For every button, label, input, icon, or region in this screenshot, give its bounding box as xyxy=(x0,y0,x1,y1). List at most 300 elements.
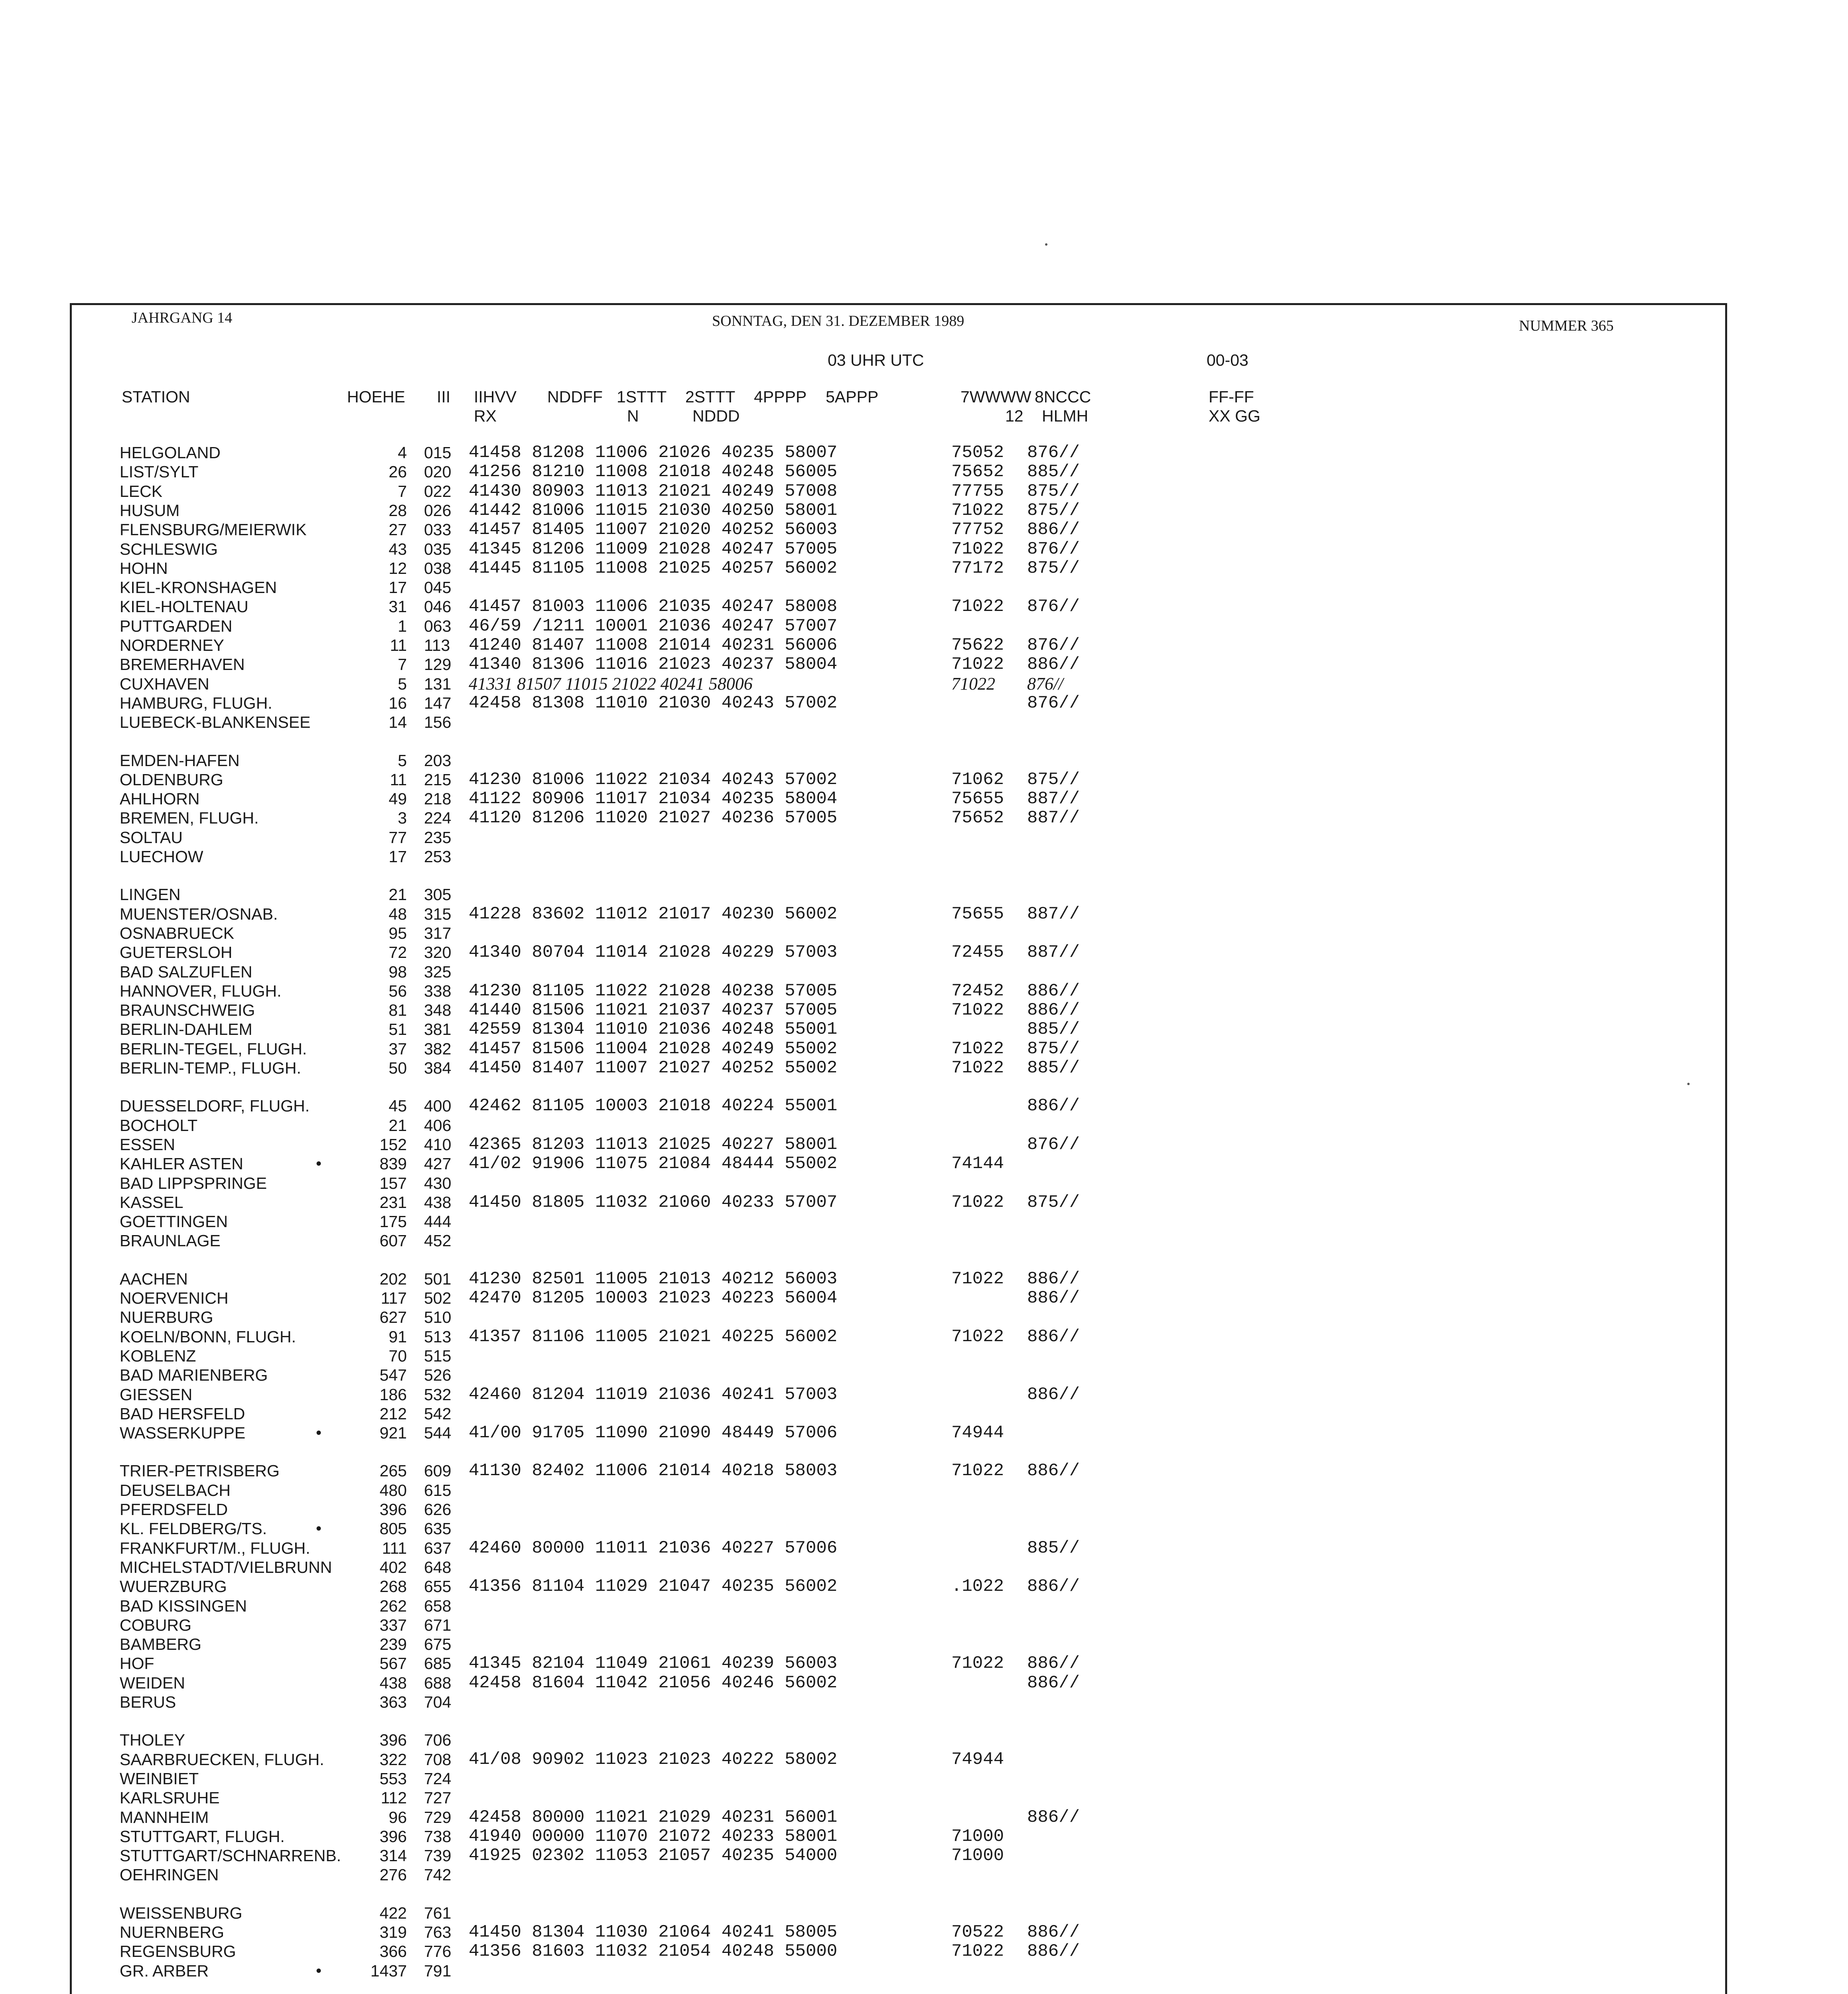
synop-groups: 41230 82501 11005 21013 40212 56003 xyxy=(469,1269,838,1289)
weather-group: 71022 xyxy=(951,674,995,694)
weather-group: 77172 xyxy=(951,558,1004,578)
station-index: 026 xyxy=(424,501,452,520)
table-row xyxy=(0,809,1848,827)
station-index: 015 xyxy=(424,443,452,462)
station-height: 4 xyxy=(398,443,407,462)
station-name: CUXHAVEN xyxy=(120,675,209,693)
table-row xyxy=(0,1846,1848,1865)
station-index: 129 xyxy=(424,655,452,674)
station-height: 77 xyxy=(389,828,407,847)
weather-group: 71022 xyxy=(951,539,1004,559)
station-index: 224 xyxy=(424,809,452,827)
col-nddff: NDDFF xyxy=(547,388,603,406)
station-height: 319 xyxy=(379,1923,407,1941)
station-height: 95 xyxy=(389,924,407,942)
station-index: 502 xyxy=(424,1289,452,1307)
station-name: HOHN xyxy=(120,559,168,577)
synop-groups: 41357 81106 11005 21021 40225 56002 xyxy=(469,1327,838,1347)
station-index: 761 xyxy=(424,1904,452,1922)
station-height: 186 xyxy=(379,1385,407,1404)
cloud-group: 887// xyxy=(1027,789,1080,809)
table-row xyxy=(0,1866,1848,1884)
table-row xyxy=(0,675,1848,693)
col-12: 12 xyxy=(1005,407,1024,425)
station-height: 3 xyxy=(398,809,407,827)
station-height: 396 xyxy=(379,1500,407,1519)
table-row xyxy=(0,1462,1848,1480)
station-index: 729 xyxy=(424,1808,452,1827)
col-ff-ff: FF-FF xyxy=(1209,388,1254,406)
table-row xyxy=(0,1539,1848,1557)
station-name: WUERZBURG xyxy=(120,1577,227,1596)
station-name: NORDERNEY xyxy=(120,636,224,654)
table-row xyxy=(0,1193,1848,1212)
weather-group: 71022 xyxy=(951,500,1004,520)
observation-time: 03 UHR UTC xyxy=(828,351,924,369)
station-index: 382 xyxy=(424,1040,452,1058)
cloud-group: 886// xyxy=(1027,654,1080,674)
station-index: 317 xyxy=(424,924,452,942)
weather-group: 70522 xyxy=(951,1922,1004,1942)
station-name: PFERDSFELD xyxy=(120,1500,228,1519)
station-height: 112 xyxy=(381,1789,407,1807)
station-index: 430 xyxy=(424,1174,452,1192)
table-row xyxy=(0,1962,1848,1980)
synop-groups: 41356 81603 11032 21054 40248 55000 xyxy=(469,1941,838,1961)
cloud-group: 887// xyxy=(1027,808,1080,828)
synop-groups: 42460 81204 11019 21036 40241 57003 xyxy=(469,1385,838,1405)
station-index: 452 xyxy=(424,1231,452,1250)
station-index: 033 xyxy=(424,520,452,539)
station-index: 510 xyxy=(424,1308,452,1326)
station-height: 28 xyxy=(389,501,407,520)
station-index: 215 xyxy=(424,770,452,789)
table-row xyxy=(0,617,1848,635)
station-index: 675 xyxy=(424,1635,452,1653)
cloud-group: 886// xyxy=(1027,1288,1080,1308)
synop-groups: 41/08 90902 11023 21023 40222 58002 xyxy=(469,1750,838,1769)
table-row xyxy=(0,559,1848,577)
synop-groups: 41457 81506 11004 21028 40249 55002 xyxy=(469,1039,838,1059)
station-name: BAMBERG xyxy=(120,1635,202,1653)
synop-groups: 41345 82104 11049 21061 40239 56003 xyxy=(469,1653,838,1673)
station-name: MICHELSTADT/VIELBRUNN xyxy=(120,1558,332,1576)
station-name: WEINBIET xyxy=(120,1769,199,1788)
table-row xyxy=(0,751,1848,770)
table-row xyxy=(0,1558,1848,1576)
station-height: 37 xyxy=(389,1040,407,1058)
station-height: 21 xyxy=(389,1116,407,1135)
weather-group: 71022 xyxy=(951,1000,1004,1020)
station-height: 98 xyxy=(389,963,407,981)
station-name: WEISSENBURG xyxy=(120,1904,243,1922)
synop-groups: 41340 80704 11014 21028 40229 57003 xyxy=(469,942,838,962)
weather-group: 71022 xyxy=(951,1269,1004,1289)
station-height: 51 xyxy=(389,1020,407,1038)
station-name: BREMERHAVEN xyxy=(120,655,245,674)
table-row xyxy=(0,1789,1848,1807)
station-index: 113 xyxy=(424,636,450,654)
issue-number: NUMMER 365 xyxy=(1519,317,1614,334)
station-name: KL. FELDBERG/TS. xyxy=(120,1519,267,1538)
station-name: NUERBURG xyxy=(120,1308,213,1326)
station-name: LECK xyxy=(120,482,163,500)
cloud-group: 886// xyxy=(1027,1096,1080,1116)
mountain-station-marker: • xyxy=(316,1520,322,1537)
table-row xyxy=(0,1481,1848,1499)
weather-group: 74144 xyxy=(951,1154,1004,1174)
synop-groups: 41457 81405 11007 21020 40252 56003 xyxy=(469,520,838,540)
cloud-group: 885// xyxy=(1027,1019,1080,1039)
station-height: 480 xyxy=(379,1481,407,1499)
station-height: 1437 xyxy=(370,1962,407,1980)
cloud-group: 886// xyxy=(1027,1000,1080,1020)
cloud-group: 886// xyxy=(1027,1807,1080,1827)
station-height: 21 xyxy=(389,885,407,904)
col-rx: RX xyxy=(474,407,497,425)
report-date: SONNTAG, DEN 31. DEZEMBER 1989 xyxy=(712,313,964,329)
station-index: 305 xyxy=(424,885,452,904)
table-row xyxy=(0,1289,1848,1307)
station-name: MANNHEIM xyxy=(120,1808,209,1827)
synop-groups: 42559 81304 11010 21036 40248 55001 xyxy=(469,1019,838,1039)
station-index: 203 xyxy=(424,751,452,770)
weather-group: 71022 xyxy=(951,597,1004,617)
station-name: DUESSELDORF, FLUGH. xyxy=(120,1097,310,1115)
weather-group: 71000 xyxy=(951,1846,1004,1866)
col-hoehe: HOEHE xyxy=(347,388,405,406)
cloud-group: 876// xyxy=(1027,597,1080,617)
station-name: BAD SALZUFLEN xyxy=(120,963,252,981)
station-height: 111 xyxy=(382,1539,407,1557)
station-index: 438 xyxy=(424,1193,452,1212)
cloud-group: 886// xyxy=(1027,1653,1080,1673)
weather-group: 75655 xyxy=(951,789,1004,809)
synop-groups: 41925 02302 11053 21057 40235 54000 xyxy=(469,1846,838,1866)
station-name: DEUSELBACH xyxy=(120,1481,231,1499)
synop-groups: 41228 83602 11012 21017 40230 56002 xyxy=(469,904,838,924)
station-name: FRANKFURT/M., FLUGH. xyxy=(120,1539,310,1557)
table-row xyxy=(0,1674,1848,1692)
table-row xyxy=(0,694,1848,712)
station-name: STUTTGART/SCHNARRENB. xyxy=(120,1846,341,1865)
synop-groups: 41442 81006 11015 21030 40250 58001 xyxy=(469,500,838,520)
cloud-group: 887// xyxy=(1027,904,1080,924)
col-1sttt: 1STTT xyxy=(617,388,667,406)
station-index: 384 xyxy=(424,1059,452,1077)
station-index: 671 xyxy=(424,1616,452,1634)
station-index: 038 xyxy=(424,559,452,577)
weather-group: 71022 xyxy=(951,1327,1004,1347)
synop-groups: 41240 81407 11008 21014 40231 56006 xyxy=(469,635,838,655)
weather-group: 71022 xyxy=(951,1941,1004,1961)
cloud-group: 887// xyxy=(1027,942,1080,962)
col-nddd: NDDD xyxy=(692,407,740,425)
synop-groups: 41256 81210 11008 21018 40248 56005 xyxy=(469,462,838,482)
station-height: 26 xyxy=(389,463,407,481)
col-iihvv: IIHVV xyxy=(474,388,517,406)
station-index: 704 xyxy=(424,1693,452,1711)
synop-groups: 41345 81206 11009 21028 40247 57005 xyxy=(469,539,838,559)
cloud-group: 886// xyxy=(1027,1673,1080,1693)
table-row xyxy=(0,1769,1848,1788)
table-row xyxy=(0,1097,1848,1115)
table-row xyxy=(0,597,1848,616)
weather-group: 75622 xyxy=(951,635,1004,655)
station-height: 212 xyxy=(379,1405,407,1423)
cloud-group: 886// xyxy=(1027,1269,1080,1289)
station-height: 7 xyxy=(398,655,407,674)
station-index: 046 xyxy=(424,597,452,616)
col-4pppp: 4PPPP xyxy=(754,388,807,406)
synop-groups: 41940 00000 11070 21072 40233 58001 xyxy=(469,1827,838,1846)
station-height: 262 xyxy=(379,1597,407,1615)
weather-group: 75655 xyxy=(951,904,1004,924)
station-name: REGENSBURG xyxy=(120,1942,236,1961)
station-index: 544 xyxy=(424,1424,452,1442)
table-row xyxy=(0,520,1848,539)
station-index: 020 xyxy=(424,463,452,481)
station-name: PUTTGARDEN xyxy=(120,617,233,635)
station-index: 688 xyxy=(424,1674,452,1692)
weather-group: 72455 xyxy=(951,942,1004,962)
station-name: THOLEY xyxy=(120,1731,185,1749)
weather-group: 74944 xyxy=(951,1750,1004,1769)
synop-groups: 41/00 91705 11090 21090 48449 57006 xyxy=(469,1423,838,1443)
station-index: 542 xyxy=(424,1405,452,1423)
synop-groups: 42470 81205 10003 21023 40223 56004 xyxy=(469,1288,838,1308)
cloud-group: 886// xyxy=(1027,1461,1080,1481)
station-height: 363 xyxy=(379,1693,407,1711)
station-height: 5 xyxy=(398,675,407,693)
synop-groups: 42460 80000 11011 21036 40227 57006 xyxy=(469,1538,838,1558)
table-row xyxy=(0,790,1848,808)
cloud-group: 886// xyxy=(1027,1385,1080,1405)
station-name: EMDEN-HAFEN xyxy=(120,751,240,770)
station-name: MUENSTER/OSNAB. xyxy=(120,905,278,923)
synop-groups: 41120 81206 11020 21027 40236 57005 xyxy=(469,808,838,828)
station-name: ESSEN xyxy=(120,1135,175,1154)
station-height: 231 xyxy=(379,1193,407,1212)
cloud-group: 876// xyxy=(1027,635,1080,655)
station-index: 315 xyxy=(424,905,452,923)
station-name: LIST/SYLT xyxy=(120,463,199,481)
table-row xyxy=(0,1923,1848,1941)
weather-group: 75652 xyxy=(951,808,1004,828)
station-name: KIEL-KRONSHAGEN xyxy=(120,578,277,597)
station-name: BERLIN-TEMP., FLUGH. xyxy=(120,1059,301,1077)
station-index: 532 xyxy=(424,1385,452,1404)
table-row xyxy=(0,1500,1848,1519)
station-name: WEIDEN xyxy=(120,1674,185,1692)
station-index: 045 xyxy=(424,578,452,597)
station-name: AHLHORN xyxy=(120,790,200,808)
weather-group: 71022 xyxy=(951,1058,1004,1078)
station-height: 1 xyxy=(398,617,407,635)
table-row xyxy=(0,1750,1848,1769)
synop-groups: 41130 82402 11006 21014 40218 58003 xyxy=(469,1461,838,1481)
cloud-group: 876// xyxy=(1027,443,1080,463)
station-height: 31 xyxy=(389,597,407,616)
volume-label: JAHRGANG 14 xyxy=(132,309,233,326)
cloud-group: 886// xyxy=(1027,1941,1080,1961)
station-name: KOELN/BONN, FLUGH. xyxy=(120,1328,296,1346)
station-name: BREMEN, FLUGH. xyxy=(120,809,259,827)
table-row xyxy=(0,1942,1848,1961)
station-height: 12 xyxy=(389,559,407,577)
station-height: 157 xyxy=(379,1174,407,1192)
station-index: 131 xyxy=(424,675,452,693)
station-height: 314 xyxy=(379,1846,407,1865)
synop-groups: 41430 80903 11013 21021 40249 57008 xyxy=(469,481,838,501)
station-name: HUSUM xyxy=(120,501,180,520)
station-index: 513 xyxy=(424,1328,452,1346)
col-8nccc: 8NCCC xyxy=(1035,388,1091,406)
table-row xyxy=(0,501,1848,520)
table-row xyxy=(0,885,1848,904)
station-height: 276 xyxy=(379,1866,407,1884)
station-height: 175 xyxy=(379,1212,407,1231)
table-row xyxy=(0,636,1848,654)
cloud-group: 885// xyxy=(1027,1058,1080,1078)
station-index: 400 xyxy=(424,1097,452,1115)
station-name: COBURG xyxy=(120,1616,191,1634)
synop-groups: 42365 81203 11013 21025 40227 58001 xyxy=(469,1135,838,1155)
station-name: BRAUNLAGE xyxy=(120,1231,221,1250)
station-height: 7 xyxy=(398,482,407,500)
station-name: BAD LIPPSPRINGE xyxy=(120,1174,267,1192)
station-index: 763 xyxy=(424,1923,452,1941)
station-height: 152 xyxy=(379,1135,407,1154)
station-name: KIEL-HOLTENAU xyxy=(120,597,249,616)
table-row xyxy=(0,482,1848,500)
station-height: 14 xyxy=(389,713,407,731)
station-index: 406 xyxy=(424,1116,452,1135)
station-height: 239 xyxy=(379,1635,407,1653)
station-name: OLDENBURG xyxy=(120,770,223,789)
table-row xyxy=(0,1116,1848,1135)
table-row xyxy=(0,828,1848,847)
station-height: 50 xyxy=(389,1059,407,1077)
table-row xyxy=(0,1001,1848,1019)
station-name: KASSEL xyxy=(120,1193,183,1212)
cloud-group: 886// xyxy=(1027,1327,1080,1347)
col-n: N xyxy=(627,407,639,425)
station-index: 235 xyxy=(424,828,452,847)
weather-group: 71022 xyxy=(951,1039,1004,1059)
weather-group: 74944 xyxy=(951,1423,1004,1443)
table-row xyxy=(0,1040,1848,1058)
station-name: HELGOLAND xyxy=(120,443,221,462)
table-row xyxy=(0,963,1848,981)
synop-groups: 41450 81407 11007 21027 40252 55002 xyxy=(469,1058,838,1078)
station-height: 322 xyxy=(379,1750,407,1769)
station-name: KAHLER ASTEN xyxy=(120,1155,243,1173)
station-name: GOETTINGEN xyxy=(120,1212,228,1231)
station-height: 45 xyxy=(389,1097,407,1115)
station-index: 501 xyxy=(424,1270,452,1288)
station-name: BAD HERSFELD xyxy=(120,1405,245,1423)
station-index: 648 xyxy=(424,1558,452,1576)
synop-groups: 41230 81006 11022 21034 40243 57002 xyxy=(469,770,838,790)
col-7wwww: 7WWWW xyxy=(960,388,1031,406)
station-height: 607 xyxy=(379,1231,407,1250)
station-height: 839 xyxy=(379,1155,407,1173)
station-height: 547 xyxy=(379,1366,407,1384)
cloud-group: 885// xyxy=(1027,462,1080,482)
station-index: 739 xyxy=(424,1846,452,1865)
synop-groups: 41457 81003 11006 21035 40247 58008 xyxy=(469,597,838,617)
table-row xyxy=(0,443,1848,462)
cloud-group: 876// xyxy=(1027,693,1080,713)
station-name: SAARBRUECKEN, FLUGH. xyxy=(120,1750,324,1769)
col-hlmh: HLMH xyxy=(1042,407,1089,425)
station-name: OEHRINGEN xyxy=(120,1866,219,1884)
synop-groups: 41122 80906 11017 21034 40235 58004 xyxy=(469,789,838,809)
station-height: 91 xyxy=(389,1328,407,1346)
station-height: 11 xyxy=(390,636,407,654)
table-row xyxy=(0,1174,1848,1192)
table-row xyxy=(0,1597,1848,1615)
station-name: HANNOVER, FLUGH. xyxy=(120,982,282,1000)
synop-groups: 41230 81105 11022 21028 40238 57005 xyxy=(469,981,838,1001)
station-height: 17 xyxy=(389,847,407,866)
station-height: 396 xyxy=(379,1731,407,1749)
station-index: 727 xyxy=(424,1789,452,1807)
table-row xyxy=(0,905,1848,923)
station-name: BERLIN-DAHLEM xyxy=(120,1020,252,1038)
cloud-group: 875// xyxy=(1027,1192,1080,1212)
station-height: 268 xyxy=(379,1577,407,1596)
station-height: 56 xyxy=(389,982,407,1000)
station-index: 776 xyxy=(424,1942,452,1961)
station-name: HOF xyxy=(120,1654,154,1673)
synop-groups: 41450 81304 11030 21064 40241 58005 xyxy=(469,1922,838,1942)
table-row xyxy=(0,1020,1848,1038)
table-row xyxy=(0,1155,1848,1173)
weather-group: 75652 xyxy=(951,462,1004,482)
weather-group: 77752 xyxy=(951,520,1004,540)
station-name: FLENSBURG/MEIERWIK xyxy=(120,520,307,539)
station-index: 626 xyxy=(424,1500,452,1519)
table-row xyxy=(0,463,1848,481)
station-index: 708 xyxy=(424,1750,452,1769)
col-xx-gg: XX GG xyxy=(1209,407,1260,425)
cloud-group: 875// xyxy=(1027,558,1080,578)
table-row xyxy=(0,943,1848,962)
station-index: 655 xyxy=(424,1577,452,1596)
station-height: 16 xyxy=(389,694,407,712)
station-height: 96 xyxy=(389,1808,407,1827)
table-row xyxy=(0,770,1848,789)
station-name: KOBLENZ xyxy=(120,1347,196,1365)
table-row xyxy=(0,1059,1848,1077)
synop-groups: 41440 81506 11021 21037 40237 57005 xyxy=(469,1000,838,1020)
station-index: 738 xyxy=(424,1827,452,1846)
station-height: 43 xyxy=(389,540,407,558)
col-station: STATION xyxy=(122,388,190,406)
station-index: 253 xyxy=(424,847,452,866)
station-height: 805 xyxy=(379,1519,407,1538)
station-height: 72 xyxy=(389,943,407,962)
cloud-group: 885// xyxy=(1027,1538,1080,1558)
table-row xyxy=(0,1827,1848,1846)
weather-group: 71022 xyxy=(951,1192,1004,1212)
cloud-group: 886// xyxy=(1027,520,1080,540)
cloud-group: 875// xyxy=(1027,770,1080,790)
station-index: 635 xyxy=(424,1519,452,1538)
station-name: TRIER-PETRISBERG xyxy=(120,1462,280,1480)
